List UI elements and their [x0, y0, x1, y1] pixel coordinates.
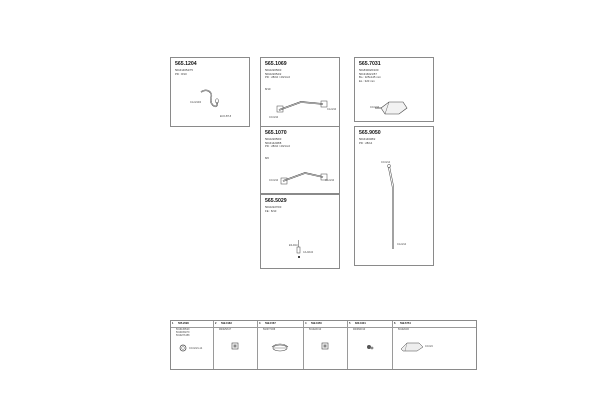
part-ref: 501614238/8	[265, 140, 282, 145]
part-box-565-1204	[170, 57, 250, 127]
part-ref: 501316021/57	[359, 71, 377, 76]
part-box-565-9050	[354, 126, 434, 266]
item-ref: 5010204/6	[398, 329, 409, 331]
accessory-cell	[304, 321, 351, 369]
part-ref: 501614654/75	[175, 68, 193, 72]
accessory-strip	[170, 320, 477, 370]
item-number: 3	[259, 322, 261, 325]
clamp-tag: CO-9/14	[381, 161, 391, 164]
gasket-tag: CG-9/10	[327, 108, 337, 111]
clamp-tag: CO-9/10	[370, 106, 380, 109]
item-ref: 5010220/10	[309, 329, 322, 331]
item-ref: 990025/107	[219, 329, 232, 331]
item-ref: 501027/1258	[176, 335, 190, 337]
clamp-drawing	[258, 321, 307, 369]
part-number: 565.1204	[175, 61, 197, 67]
rubber-mount-drawing	[304, 321, 351, 369]
part-number: 565.1069	[265, 61, 287, 67]
part-ref: 501830020/100	[359, 68, 379, 72]
item-part-number: 599.6754	[400, 322, 411, 325]
part-dimension: Bo : 325x145 mm	[359, 75, 381, 79]
item-ref: 5020774/68	[263, 329, 276, 331]
item-number: 2	[215, 322, 217, 325]
item-part-number: 820.0401	[355, 322, 366, 325]
accessory-cell	[393, 321, 478, 369]
accessory-cell	[171, 321, 217, 369]
part-ref: 501022056/0	[265, 137, 282, 141]
gasket-tag: CG-9/14	[397, 243, 407, 246]
part-ref: 501022056/0	[265, 68, 282, 72]
accessory-cell	[258, 321, 307, 369]
clamp-tag: CG-9/10/0	[190, 101, 202, 104]
gasket-tag: CG-9/10	[325, 179, 335, 182]
part-spec: FE : 8/10	[265, 208, 277, 213]
gasket-ring-drawing	[171, 321, 217, 369]
item-part-number: 599.0450	[311, 322, 322, 325]
part-box-565-7031	[354, 57, 434, 122]
item-number: 4	[305, 322, 307, 325]
item-tag: CO-9/4/1-14	[189, 347, 203, 350]
tailpipe-drawing	[355, 127, 435, 267]
item-tag: CO-9/4	[425, 345, 433, 348]
clamp-tag: CO-9/10	[269, 116, 279, 119]
part-spec: PD : 8/10	[175, 71, 187, 76]
clamp-tag: CO-9/10	[269, 179, 279, 182]
item-number: 6	[394, 322, 396, 325]
connector-pipe-drawing	[261, 195, 341, 270]
part-number: 565.1070	[265, 130, 287, 136]
part-spec: PD : 28/10 / 29/14-0	[265, 75, 291, 79]
part-box-565-5029	[260, 194, 340, 269]
part-number: 565.9050	[359, 130, 381, 136]
part-spec: PD : 28/10 / 29/14-0	[265, 144, 291, 148]
item-part-number: 565.2096	[178, 322, 189, 325]
heat-shield-drawing	[393, 321, 478, 369]
item-ref: 501016527/0	[176, 332, 190, 334]
exhaust-pipe-drawing	[261, 127, 341, 195]
item-number: 1	[172, 322, 174, 325]
part-number: 565.5029	[265, 198, 287, 204]
accessory-cell	[348, 321, 396, 369]
gasket-tag: ECO-BT-8	[220, 115, 232, 118]
clamp-tag: ES-9/10	[289, 244, 298, 247]
part-ref: 501614638/2	[359, 137, 376, 141]
part-length: EL : 320 mm	[359, 78, 375, 83]
part-ref: 501022052/2	[265, 71, 282, 76]
part-spec: PD : 28/14	[359, 140, 373, 145]
part-note: 8/0	[265, 156, 269, 160]
item-part-number: 599.0183	[221, 322, 232, 325]
item-ref: 501614554/0	[176, 329, 190, 331]
part-box-565-1070	[260, 126, 340, 194]
rubber-mount-drawing	[214, 321, 261, 369]
part-ref: 501022270/0	[265, 205, 282, 209]
mounting-kit-drawing	[348, 321, 396, 369]
item-number: 5	[349, 322, 351, 325]
part-number: 565.7031	[359, 61, 381, 67]
accessory-cell	[214, 321, 261, 369]
part-note: 8/10	[265, 87, 271, 91]
part-box-565-1069	[260, 57, 340, 127]
item-part-number: 599.1567	[265, 322, 276, 325]
gasket-tag: CA-9/104	[303, 251, 314, 254]
muffler-drawing	[355, 58, 435, 123]
exhaust-pipe-drawing	[171, 58, 251, 128]
item-ref: 9000600/10	[353, 329, 366, 331]
